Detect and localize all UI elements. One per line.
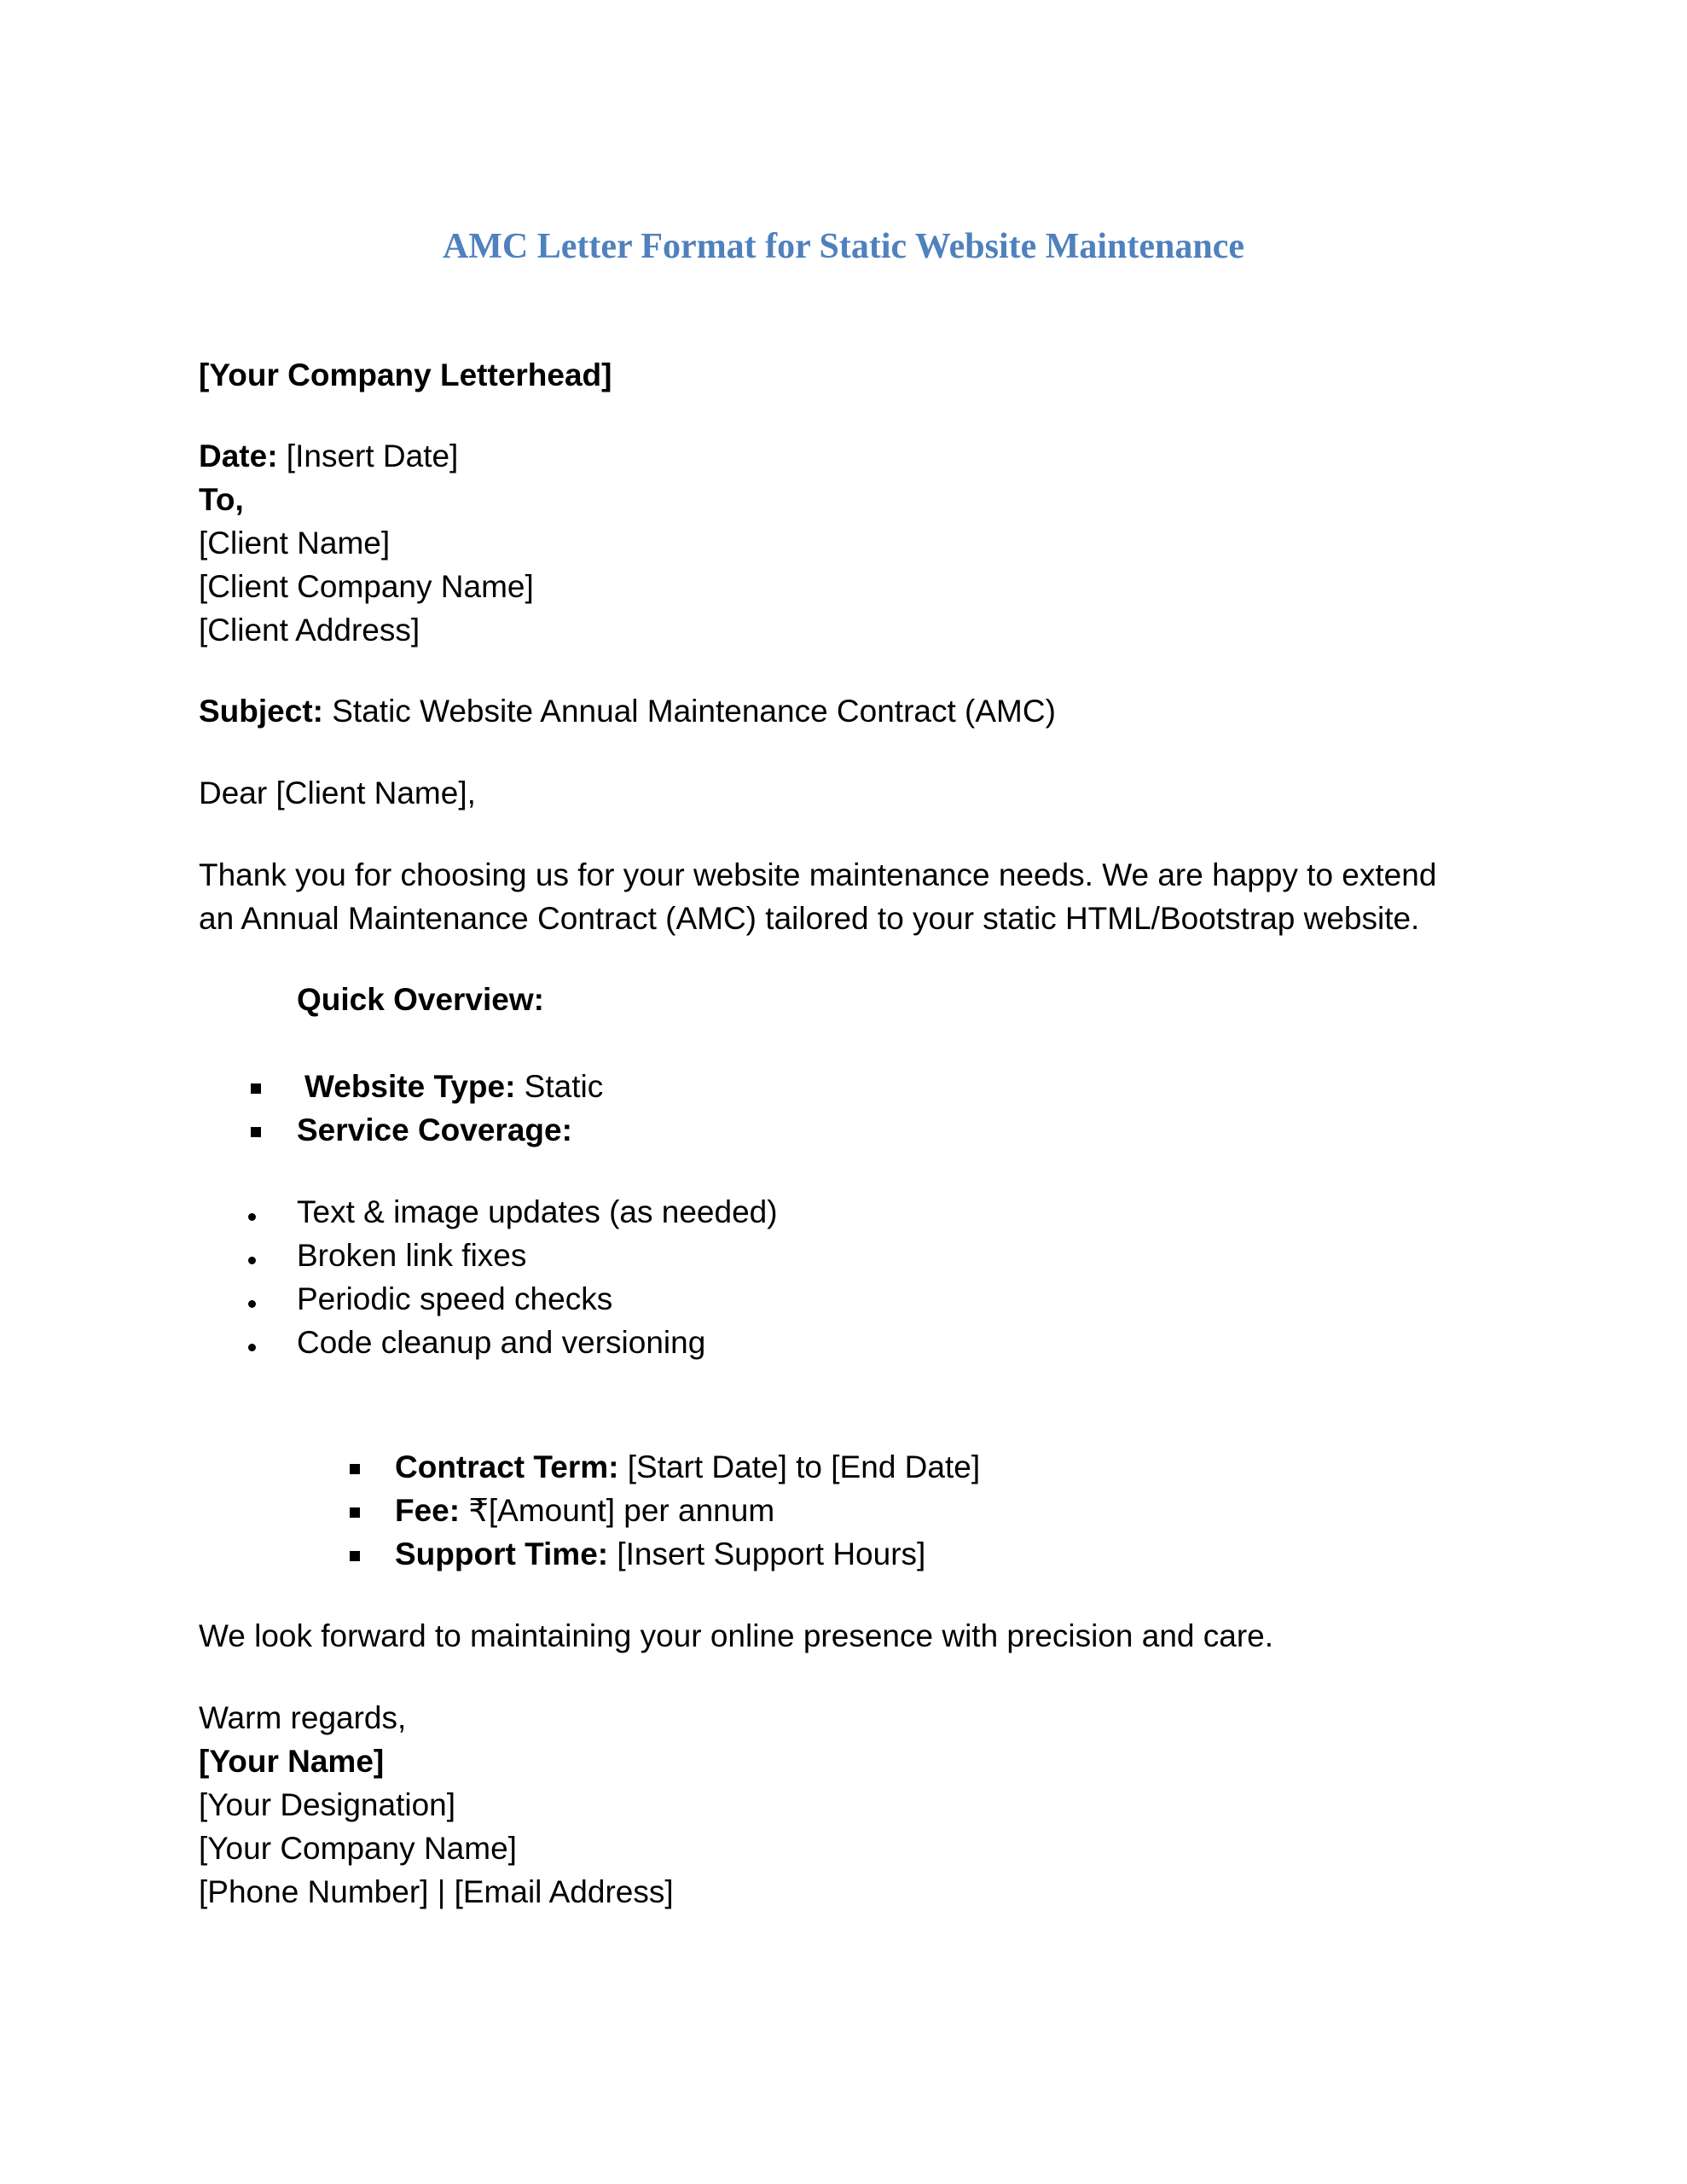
overview-heading: Quick Overview: — [297, 982, 544, 1017]
square-bullet-icon — [251, 1127, 261, 1137]
square-bullet-icon — [251, 1083, 261, 1094]
contract-item-support-time — [395, 1535, 925, 1574]
overview-item-value: Static — [515, 1069, 604, 1104]
signature-company: [Your Company Name] — [199, 1831, 517, 1866]
document-title: AMC Letter Format for Static Website Maintenance — [442, 227, 1245, 266]
coverage-item: Text & image updates (as needed) — [297, 1194, 778, 1229]
overview-item-label: Website Type: — [304, 1069, 516, 1104]
square-bullet-icon — [350, 1507, 360, 1518]
overview-item-service-coverage: Service Coverage: — [297, 1112, 572, 1147]
client-address: [Client Address] — [199, 613, 420, 648]
contract-item-value: ₹[Amount] per annum — [460, 1493, 775, 1528]
salutation: Dear [Client Name], — [199, 775, 476, 810]
round-bullet-icon — [248, 1257, 256, 1264]
round-bullet-icon — [248, 1300, 256, 1308]
round-bullet-icon — [248, 1213, 256, 1221]
coverage-item: Broken link fixes — [297, 1238, 527, 1273]
square-bullet-icon — [350, 1464, 360, 1474]
closing-paragraph: We look forward to maintaining your online presence with precision and care. — [199, 1618, 1274, 1653]
contract-item-value: [Insert Support Hours] — [608, 1536, 926, 1571]
intro-line-2: an Annual Maintenance Contract (AMC) tailored to your static HTML/Bootstrap website. — [199, 901, 1420, 936]
subject-value: Static Website Annual Maintenance Contract (AMC) — [322, 694, 1056, 729]
signoff: Warm regards, — [199, 1700, 407, 1735]
round-bullet-icon — [248, 1344, 256, 1351]
client-name: [Client Name] — [199, 526, 391, 561]
subject-label: Subject: — [199, 694, 323, 729]
client-company-name: [Client Company Name] — [199, 569, 534, 604]
date-line — [199, 437, 458, 476]
to-label: To, — [199, 482, 244, 517]
date-label: Date: — [199, 439, 278, 473]
contract-item-value: [Start Date] to [End Date] — [618, 1449, 981, 1484]
contract-item-term — [395, 1448, 980, 1487]
coverage-item: Periodic speed checks — [297, 1281, 613, 1316]
signature-designation: [Your Designation] — [199, 1787, 456, 1822]
contract-item-fee — [395, 1491, 774, 1531]
signature-name: [Your Name] — [199, 1744, 385, 1779]
contract-item-label: Support Time: — [395, 1536, 609, 1571]
letterhead: [Your Company Letterhead] — [199, 357, 612, 392]
contract-item-label: Contract Term: — [395, 1449, 619, 1484]
signature-contact: [Phone Number] | [Email Address] — [199, 1874, 674, 1909]
overview-item-website-type — [304, 1067, 603, 1107]
contract-item-label: Fee: — [395, 1493, 461, 1528]
subject-line — [199, 692, 1056, 731]
square-bullet-icon — [350, 1551, 360, 1561]
coverage-item: Code cleanup and versioning — [297, 1325, 706, 1360]
date-value: [Insert Date] — [277, 439, 459, 473]
intro-line-1: Thank you for choosing us for your website maintenance needs. We are happy to extend — [199, 857, 1437, 892]
